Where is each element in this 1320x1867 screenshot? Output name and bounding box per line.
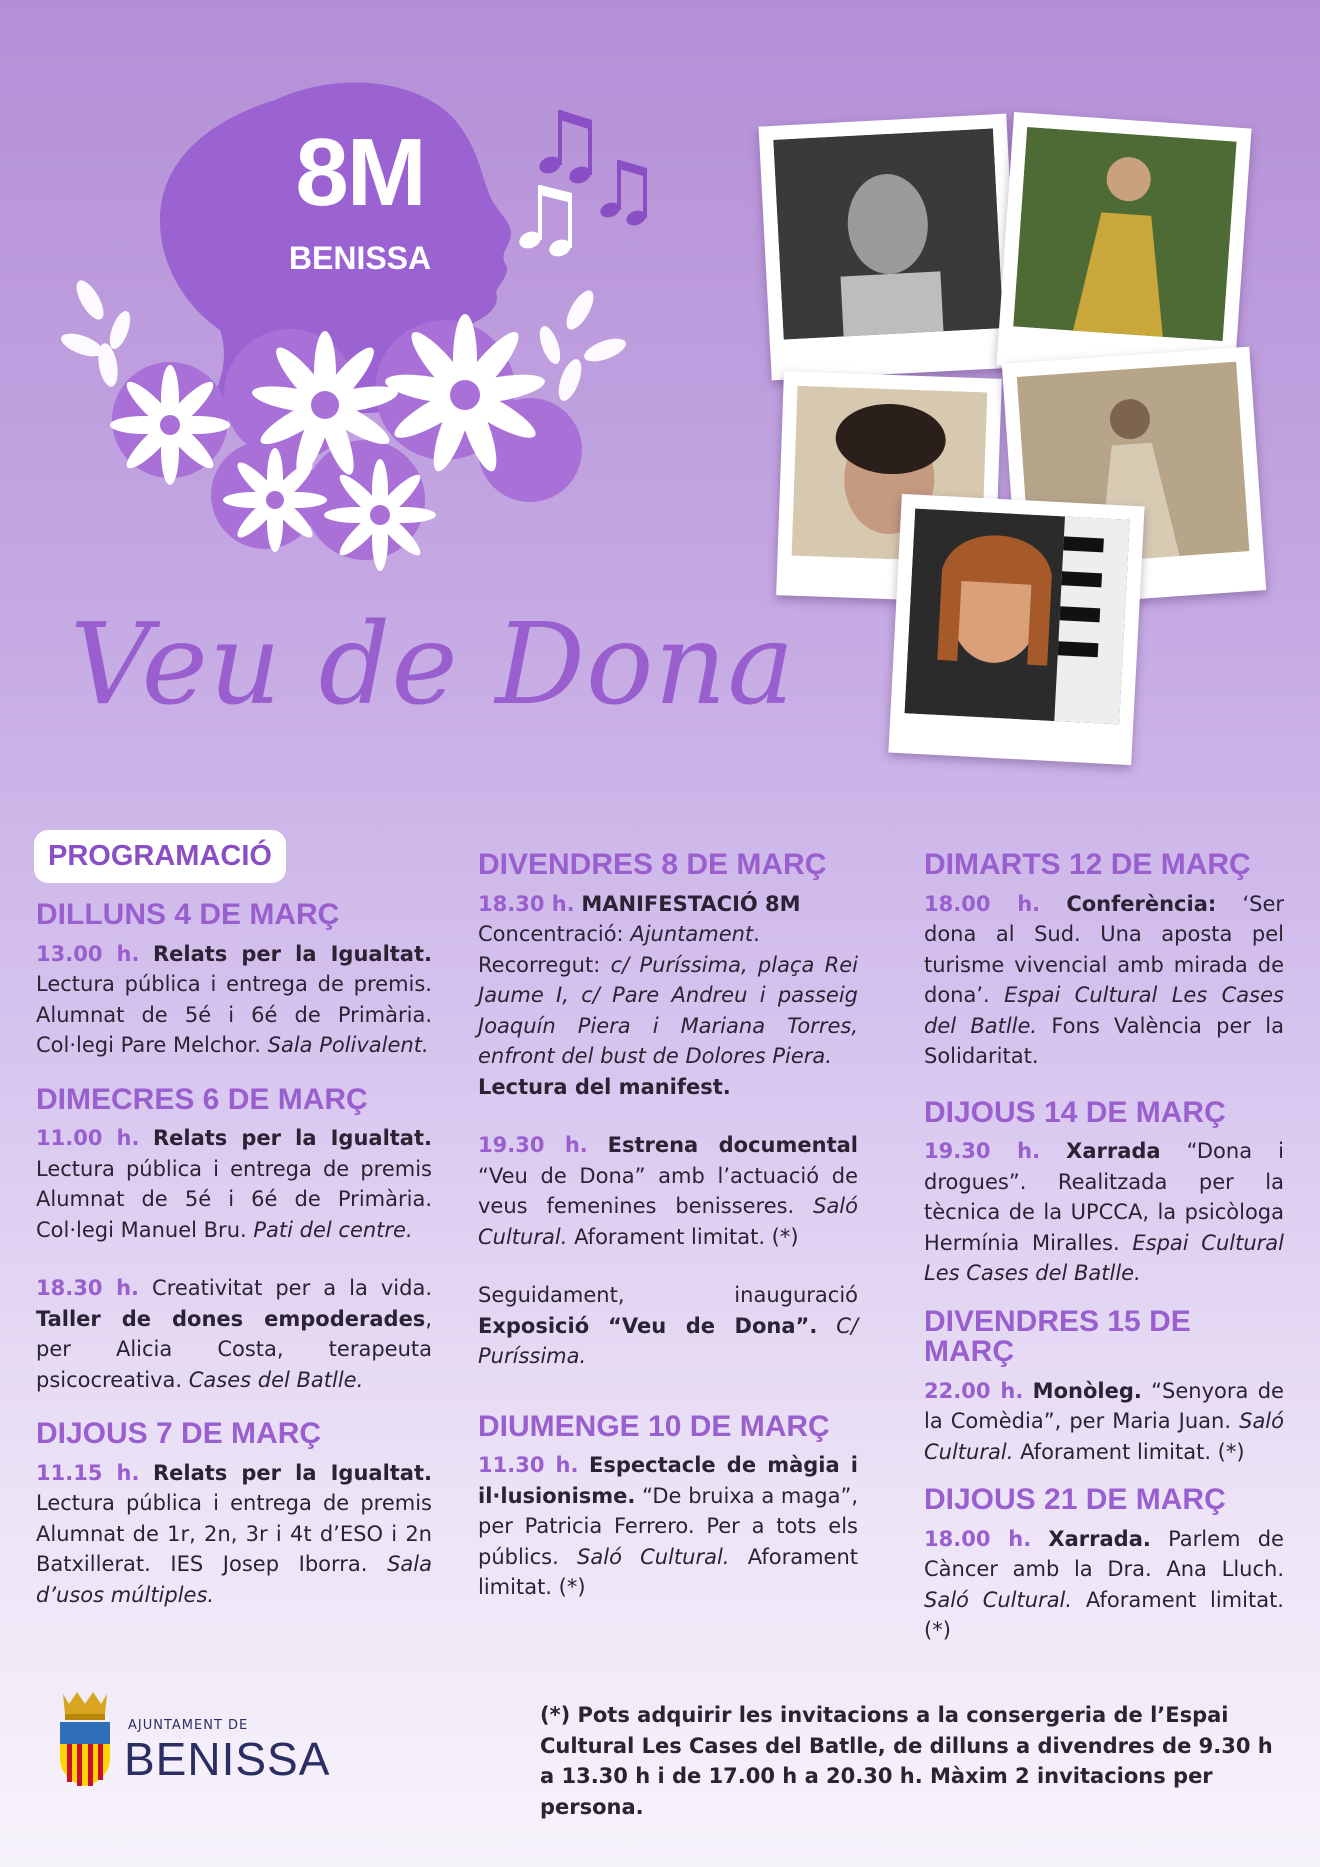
event-entry: 18.30 h. Creativitat per a la vida. Taller de dones empoderades, per Alicia Costa, terapeuta psicocreativa. Cases del Batlle. bbox=[36, 1276, 432, 1392]
photo-woman-yellow-dress bbox=[996, 112, 1251, 382]
event-entry: 13.00 h. Relats per la Igualtat. Lectura pública i entrega de premis. Alumnat de 5é i 6é de Primària. Col·legi Pare Melchor. Sala Polivalent. bbox=[36, 941, 432, 1057]
event-entry: 18.00 h. Xarrada. Parlem de Càncer amb la Dra. Ana Lluch. Saló Cultural. Aforament limitat. (*) bbox=[924, 1526, 1284, 1642]
event-entry: 19.30 h. Estrena documental “Veu de Dona” amb l’actuació de veus femenines benisseres. Saló Cultural. Aforament limitat. (*) bbox=[478, 1133, 858, 1249]
coat-of-arms-icon bbox=[55, 1688, 115, 1788]
day-heading: DIJOUS 7 DE MARÇ bbox=[36, 1417, 322, 1450]
event-badge-8m: 8M bbox=[295, 119, 425, 226]
town-hall-name: BENISSA bbox=[124, 1733, 331, 1785]
day-heading: DIJOUS 14 DE MARÇ bbox=[924, 1095, 1226, 1129]
day-heading: DILLUNS 4 DE MARÇ bbox=[36, 898, 340, 931]
event-entry: 22.00 h. Monòleg. “Senyora de la Comèdia”, per Maria Juan. Saló Cultural. Aforament limitat. (*) bbox=[924, 1378, 1284, 1464]
event-title: Veu de Dona bbox=[70, 600, 796, 730]
event-entry: Seguidament, inauguració Exposició “Veu de Dona”. C/ Puríssima. bbox=[478, 1283, 858, 1368]
town-hall-label: AJUNTAMENT DE bbox=[128, 1718, 249, 1733]
photo-woman-piano bbox=[888, 494, 1144, 765]
day-heading: DIJOUS 21 DE MARÇ bbox=[924, 1483, 1226, 1516]
event-entry: 19.30 h. Xarrada “Dona i drogues”. Realitzada per la tècnica de la UPCCA, la psicòloga Hermínia Miralles. Espai Cultural Les Cases del Batlle. bbox=[924, 1139, 1284, 1285]
event-entry: 18.30 h. MANIFESTACIÓ 8M Concentració: Ajuntament. Recorregut: c/ Puríssima, plaça Rei Jaume I, c/ Pare Andreu i passeig Joaquín Piera i Mariana Torres, enfront del bust de Dolores Piera. Lectura del manifest. bbox=[478, 891, 858, 1099]
program-column-3 bbox=[924, 850, 1284, 1646]
program-column-1 bbox=[36, 900, 432, 1610]
day-heading: DIUMENGE 10 DE MARÇ bbox=[478, 1409, 830, 1443]
event-badge-town: BENISSA bbox=[288, 240, 432, 276]
event-entry: 11.00 h. Relats per la Igualtat. Lectura pública i entrega de premis Alumnat de 5é i 6é de Primària. Col·legi Manuel Bru. Pati del centre. bbox=[36, 1126, 432, 1242]
invitation-note: (*) Pots adquirir les invitacions a la consergeria de l’Espai Cultural Les Cases del Batlle, de dilluns a divendres de 9.30 h a 13.30 h i de 17.00 h a 20.30 h. Màxim 2 invitacions per persona. bbox=[540, 1703, 1273, 1819]
day-heading: DIMECRES 6 DE MARÇ bbox=[36, 1082, 368, 1116]
program-column-2 bbox=[478, 850, 858, 1603]
event-entry: 11.30 h. Espectacle de màgia i il·lusionisme. “De bruixa a maga”, per Patricia Ferrero. Per a tots els públics. Saló Cultural. Aforament limitat. (*) bbox=[478, 1453, 858, 1599]
event-entry: 11.15 h. Relats per la Igualtat. Lectura pública i entrega de premis Alumnat de 1r, 2n, 3r i 4t d’ESO i 2n Batxillerat. IES Josep Iborra. Sala d’usos múltiples. bbox=[36, 1460, 432, 1607]
photo-singer-bw bbox=[759, 114, 1020, 381]
day-heading: DIMARTS 12 DE MARÇ bbox=[924, 848, 1251, 881]
program-label: PROGRAMACIÓ bbox=[34, 830, 286, 883]
day-heading: DIVENDRES 15 DE MARÇ bbox=[924, 1304, 1191, 1368]
event-entry: 18.00 h. Conferència: ‘Ser dona al Sud. Una aposta pel turisme vivencial amb mirada de dona’. Espai Cultural Les Cases del Batlle. Fons València per la Solidaritat. bbox=[924, 891, 1284, 1068]
day-heading: DIVENDRES 8 DE MARÇ bbox=[478, 848, 827, 881]
